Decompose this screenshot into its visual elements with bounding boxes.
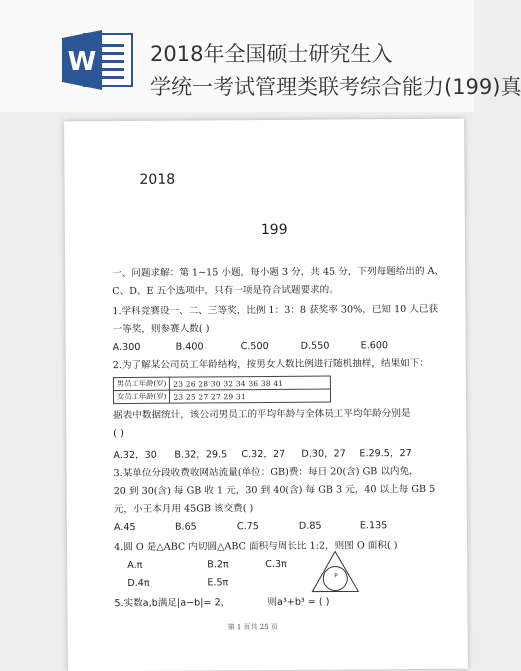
q3-option-d: D.85 (298, 520, 322, 532)
q1-option-d: D.550 (300, 340, 330, 352)
table-row-values: 23 26 28 30 32 34 36 38 41 (170, 376, 331, 390)
word-document-icon (62, 28, 134, 92)
table-row-label: 男员工年龄(岁) (113, 377, 170, 390)
q3-text-line-3: 元，小王本月用 45GB 该交费( ) (113, 503, 254, 516)
q1-text-line-1: 1.学科竞赛设一、二、三等奖，比例 1：3：8 获奖率 30%，已知 10 人已获 (112, 303, 439, 318)
q4-option-b: B.2π (207, 559, 229, 571)
q3-option-c: C.75 (236, 521, 259, 533)
doc-year: 2018 (139, 171, 176, 188)
page-title-line-2: 学统一考试管理类联考综合能力(199)真 (150, 75, 521, 99)
table-row-values: 23 25 27 27 29 31 (170, 389, 331, 403)
q2-option-c: C.32，27 (241, 448, 286, 461)
section-intro-line-2: C、D、E 五个选项中，只有一项是符合试题要求的。 (112, 284, 339, 298)
table-row (113, 389, 331, 404)
section-intro-line-1: 一、问题求解：第 1~15 小题，每小题 3 分，共 45 分，下列每题给出的 A、 (112, 265, 445, 280)
q2-option-e: E.29.5，27 (359, 447, 412, 460)
q5-text-part-1: 5.实数a,b满足|a−b|= 2， (114, 597, 231, 610)
q5-text-part-2: 则a³+b³ = ( ) (267, 596, 330, 608)
svg-text:W: W (67, 47, 97, 77)
q2-text-line-3: ( ) (113, 427, 124, 440)
figure-label: P (334, 572, 338, 580)
q2-text-line-2: 据表中数据统计，该公司男员工的平均年龄与全体员工平均年龄分别是 (113, 407, 411, 422)
q3-option-e: E.135 (359, 520, 388, 532)
q2-option-a: A.32，30 (113, 449, 157, 462)
q3-text-line-2: 20 到 30(含) 每 GB 收 1 元，30 到 40(含) 每 GB 3 元，40 以上每 GB 5 (113, 483, 436, 498)
table-row-label: 女员工年龄(岁) (113, 390, 170, 403)
document-page (64, 119, 468, 671)
q2-option-b: B.32，29.5 (174, 449, 228, 461)
q4-option-d: D.4π (127, 577, 150, 589)
q4-option-a: A.π (127, 559, 143, 571)
header-banner (0, 0, 521, 112)
q2-option-d: D.30，27 (301, 448, 346, 460)
doc-code: 199 (260, 221, 288, 239)
q1-option-c: C.500 (240, 340, 269, 353)
q3-option-b: B.65 (174, 521, 197, 533)
q3-option-a: A.45 (113, 521, 136, 534)
q4-option-e: E.5π (207, 577, 229, 589)
q1-option-a: A.300 (112, 341, 141, 354)
age-table (113, 376, 332, 405)
incircle-triangle-figure (310, 549, 360, 595)
q2-text-line-1: 2.为了解某公司员工年龄结构，按男女人数比例进行随机抽样，结果如下： (112, 357, 429, 372)
q1-option-e: E.600 (360, 340, 389, 352)
q4-option-c: C.3π (265, 558, 287, 571)
page-footer: 第 1 页共 25 页 (227, 622, 278, 632)
page-title-line-1: 2018年全国硕士研究生入 (150, 42, 393, 66)
q3-text-line-1: 3.某单位分段收费收网站流量(单位：GB)费：每日 20(含) GB 以内免， (113, 465, 419, 480)
q1-text-line-2: 一等奖，则参赛人数( ) (112, 323, 210, 336)
q1-option-b: B.400 (175, 341, 204, 353)
q4-text: 4.圆 O 是△ABC 内切圆△ABC 面积与周长比 1:2，则图 O 面积( ) (114, 540, 398, 554)
